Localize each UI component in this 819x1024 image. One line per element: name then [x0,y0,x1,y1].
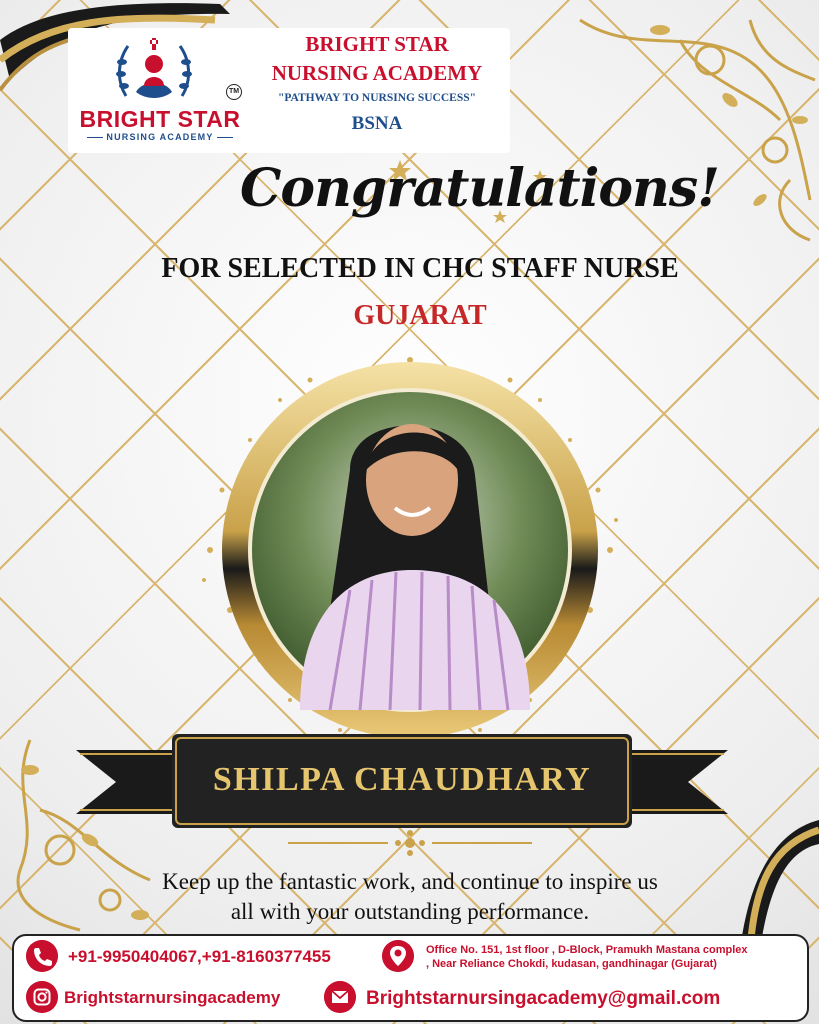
selection-state: GUJARAT [353,300,487,331]
phone-icon [26,940,58,972]
message-line2: all with your outstanding performance. [230,899,590,924]
academy-tagline: "PATHWAY TO NURSING SUCCESS" [278,92,476,104]
trademark-symbol: TM [226,84,242,100]
logo-brand-word: BRIGHT STAR [79,106,241,132]
logo-brand-subtitle: NURSING ACADEMY [74,132,246,142]
congratulations-heading: Congratulations! [240,158,719,219]
academy-name-line1: BRIGHT STAR [305,32,449,56]
selection-announcement: FOR SELECTED IN CHC STAFF NURSE [161,253,679,284]
instagram-handle[interactable]: Brightstarnursingacademy [64,988,281,1007]
instagram-icon [26,981,58,1013]
mail-icon [324,981,356,1013]
academy-emblem-icon [112,36,196,108]
address-line1: Office No. 151, 1st floor , D-Block, Pramukh Mastana complex [426,944,748,956]
location-icon [382,940,414,972]
address-line2: , Near Reliance Chokdi, kudasan, gandhinagar (Gujarat) [426,958,717,970]
student-name: SHILPA CHAUDHARY [212,761,592,798]
phone-numbers: +91-9950404067,+91-8160377455 [68,947,331,966]
email-address[interactable]: Brightstarnursingacademy@gmail.com [366,988,721,1009]
student-photo-frame [190,350,630,750]
academy-name-line2: NURSING ACADEMY [271,61,483,85]
message-line1: Keep up the fantastic work, and continue to inspire us [162,869,658,894]
office-address [426,943,748,971]
top-right-floral-ornament [560,0,819,260]
divider-ornament [288,830,532,856]
academy-abbreviation: BSNA [351,113,403,134]
